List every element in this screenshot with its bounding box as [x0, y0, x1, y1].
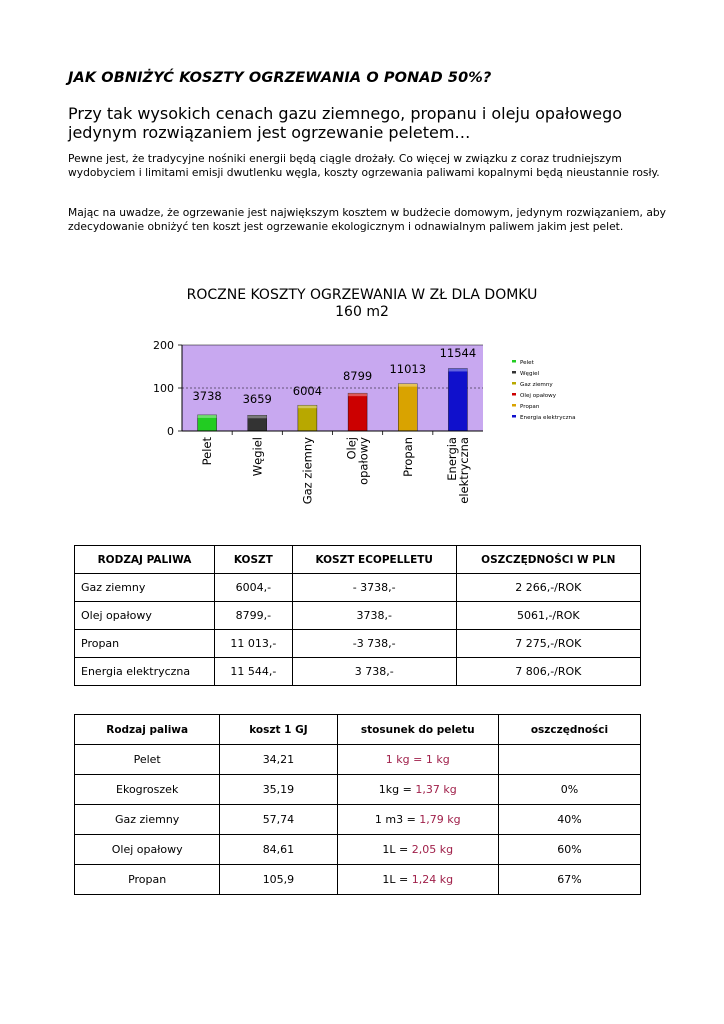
- ratio-prefix: 1 m3 =: [374, 813, 420, 826]
- bar-2: [298, 405, 317, 431]
- table-cell: 2 266,-/ROK: [456, 574, 640, 602]
- x-label-line: Olej: [344, 437, 359, 460]
- legend-label-1: Węgiel: [520, 371, 540, 377]
- x-label-line: opałowy: [356, 437, 371, 485]
- legend-swatch-0: [512, 360, 516, 363]
- cost-cell: 57,74: [220, 805, 337, 835]
- table-cell: 3 738,-: [292, 658, 456, 686]
- x-label-5: [445, 437, 471, 504]
- table-cell: Propan: [75, 630, 215, 658]
- x-label-line: Węgiel: [250, 437, 265, 477]
- table-cell: Gaz ziemny: [75, 574, 215, 602]
- ratio-value: 1,37 kg: [415, 783, 457, 796]
- cost-cell: 35,19: [220, 775, 337, 805]
- table-cell: -3 738,-: [292, 630, 456, 658]
- bar-highlight-0: [198, 415, 217, 418]
- table-row: [75, 574, 641, 602]
- cost-cell: 105,9: [220, 865, 337, 895]
- ratio-value: 2,05 kg: [411, 843, 454, 856]
- table-cell: 6004,-: [214, 574, 292, 602]
- table-cell: 11 544,-: [214, 658, 292, 686]
- legend-label-2: Gaz ziemny: [520, 382, 553, 388]
- data-label-3: 8799: [342, 369, 373, 383]
- data-label-1: 3659: [242, 392, 272, 406]
- ratio-cell: [337, 745, 498, 775]
- x-label-1: [250, 437, 264, 476]
- ratio-prefix: 1L =: [382, 873, 412, 886]
- fuel-cell: Pelet: [75, 745, 220, 775]
- lead-text: Przy tak wysokich cenach gazu ziemnego, propanu i oleju opałowego jedynym rozwiązaniem jest ogrzewanie peletem…: [68, 104, 623, 142]
- x-label-line: Gaz ziemny: [300, 437, 315, 505]
- chart-title-line1: ROCZNE KOSZTY OGRZEWANIA W ZŁ DLA DOMKU: [186, 287, 538, 303]
- header-cell: Rodzaj paliwa: [75, 715, 220, 745]
- header-cell: OSZCZĘDNOŚCI W PLN: [456, 546, 640, 574]
- data-label-4: 11013: [389, 362, 427, 376]
- savings-table: [74, 545, 641, 686]
- x-label-line: Propan: [400, 437, 415, 477]
- ratio-value: 1,24 kg: [411, 873, 454, 886]
- saving-cell: 0%: [498, 775, 640, 805]
- ratio-cell: [337, 775, 498, 805]
- x-label-2: [300, 437, 314, 504]
- table-row: [75, 630, 641, 658]
- legend-label-5: Energia elektryczna: [520, 415, 576, 421]
- header-cell: stosunek do peletu: [337, 715, 498, 745]
- header-cell: oszczędności: [498, 715, 640, 745]
- bar-highlight-2: [298, 405, 317, 408]
- saving-cell: 60%: [498, 835, 640, 865]
- data-label-2: 6004: [292, 384, 323, 398]
- table-cell: Energia elektryczna: [75, 658, 215, 686]
- gj-cost-table: [74, 714, 641, 895]
- cost-cell: 34,21: [220, 745, 337, 775]
- table-cell: 11 013,-: [214, 630, 292, 658]
- table-cell: - 3738,-: [292, 574, 456, 602]
- table-header-row: [75, 715, 641, 745]
- paragraph-2: Mając na uwadze, że ogrzewanie jest największym kosztem w budżecie domowym, jedynym rozwiązaniem, aby zdecydowanie obniżyć ten koszt jest ogrzewanie ekologicznym i odnawialnym paliwem jakim jest pelet.: [68, 206, 666, 233]
- table-cell: 7 806,-/ROK: [456, 658, 640, 686]
- table-cell: 3738,-: [292, 602, 456, 630]
- ratio-prefix: 1kg =: [378, 783, 416, 796]
- legend-label-3: Olej opałowy: [520, 393, 557, 399]
- saving-cell: [498, 745, 640, 775]
- table-row: [75, 658, 641, 686]
- data-label-0: 3738: [192, 389, 222, 403]
- bar-highlight-4: [398, 384, 417, 387]
- table-header-row: [75, 546, 641, 574]
- legend-swatch-1: [512, 371, 516, 374]
- table-row: [75, 805, 641, 835]
- ratio-cell: [337, 835, 498, 865]
- bar-highlight-3: [348, 393, 367, 396]
- chart-title-line2: 160 m2: [335, 304, 389, 320]
- x-label-0: [200, 437, 214, 466]
- table-cell: 7 275,-/ROK: [456, 630, 640, 658]
- legend-swatch-5: [512, 415, 516, 418]
- table-row: [75, 775, 641, 805]
- legend-label-0: Pelet: [520, 360, 534, 366]
- legend-swatch-4: [512, 404, 516, 407]
- table-row: [75, 745, 641, 775]
- x-label-line: Energia: [444, 437, 459, 481]
- ratio-cell: [337, 865, 498, 895]
- legend-swatch-2: [512, 382, 516, 385]
- legend-swatch-3: [512, 393, 516, 396]
- ratio-prefix: 1L =: [382, 843, 412, 856]
- bar-highlight-5: [448, 368, 467, 371]
- paragraph-1: Pewne jest, że tradycyjne nośniki energii będą ciągle drożały. Co więcej w związku z coraz trudniejszym wydobyciem i limitami emisji dwutlenku węgla, koszty ogrzewania paliwami kopalnymi będą nieustannie rosły.: [68, 152, 660, 179]
- header-cell: KOSZT ECOPELLETU: [292, 546, 456, 574]
- x-label-3: [345, 437, 371, 485]
- bar-3: [348, 393, 367, 431]
- fuel-cell: Propan: [75, 865, 220, 895]
- x-label-4: [401, 437, 415, 477]
- fuel-cell: Ekogroszek: [75, 775, 220, 805]
- ratio-cell: [337, 805, 498, 835]
- table-row: [75, 865, 641, 895]
- cost-cell: 84,61: [220, 835, 337, 865]
- ratio-value: 1,79 kg: [419, 813, 461, 826]
- header-cell: KOSZT: [214, 546, 292, 574]
- table-cell: 5061,-/ROK: [456, 602, 640, 630]
- header-cell: koszt 1 GJ: [220, 715, 337, 745]
- y-tick-label-1: 100: [153, 382, 174, 395]
- x-label-line: elektryczna: [456, 436, 471, 504]
- fuel-cell: Olej opałowy: [75, 835, 220, 865]
- legend-label-4: Propan: [520, 404, 540, 410]
- y-tick-label-2: 200: [153, 339, 174, 352]
- table-row: [75, 835, 641, 865]
- header-cell: RODZAJ PALIWA: [75, 546, 215, 574]
- table-row: [75, 602, 641, 630]
- table-cell: Olej opałowy: [75, 602, 215, 630]
- bar-5: [448, 368, 467, 431]
- fuel-cell: Gaz ziemny: [75, 805, 220, 835]
- table-cell: 8799,-: [214, 602, 292, 630]
- x-label-line: Pelet: [200, 437, 215, 466]
- ratio-value: 1 kg = 1 kg: [385, 753, 450, 766]
- page-heading: JAK OBNIŻYĆ KOSZTY OGRZEWANIA O PONAD 50%?: [68, 70, 492, 86]
- bar-highlight-1: [248, 415, 267, 418]
- data-label-5: 11544: [439, 346, 477, 360]
- saving-cell: 40%: [498, 805, 640, 835]
- y-tick-label-0: 0: [167, 425, 174, 438]
- bar-4: [398, 384, 417, 431]
- saving-cell: 67%: [498, 865, 640, 895]
